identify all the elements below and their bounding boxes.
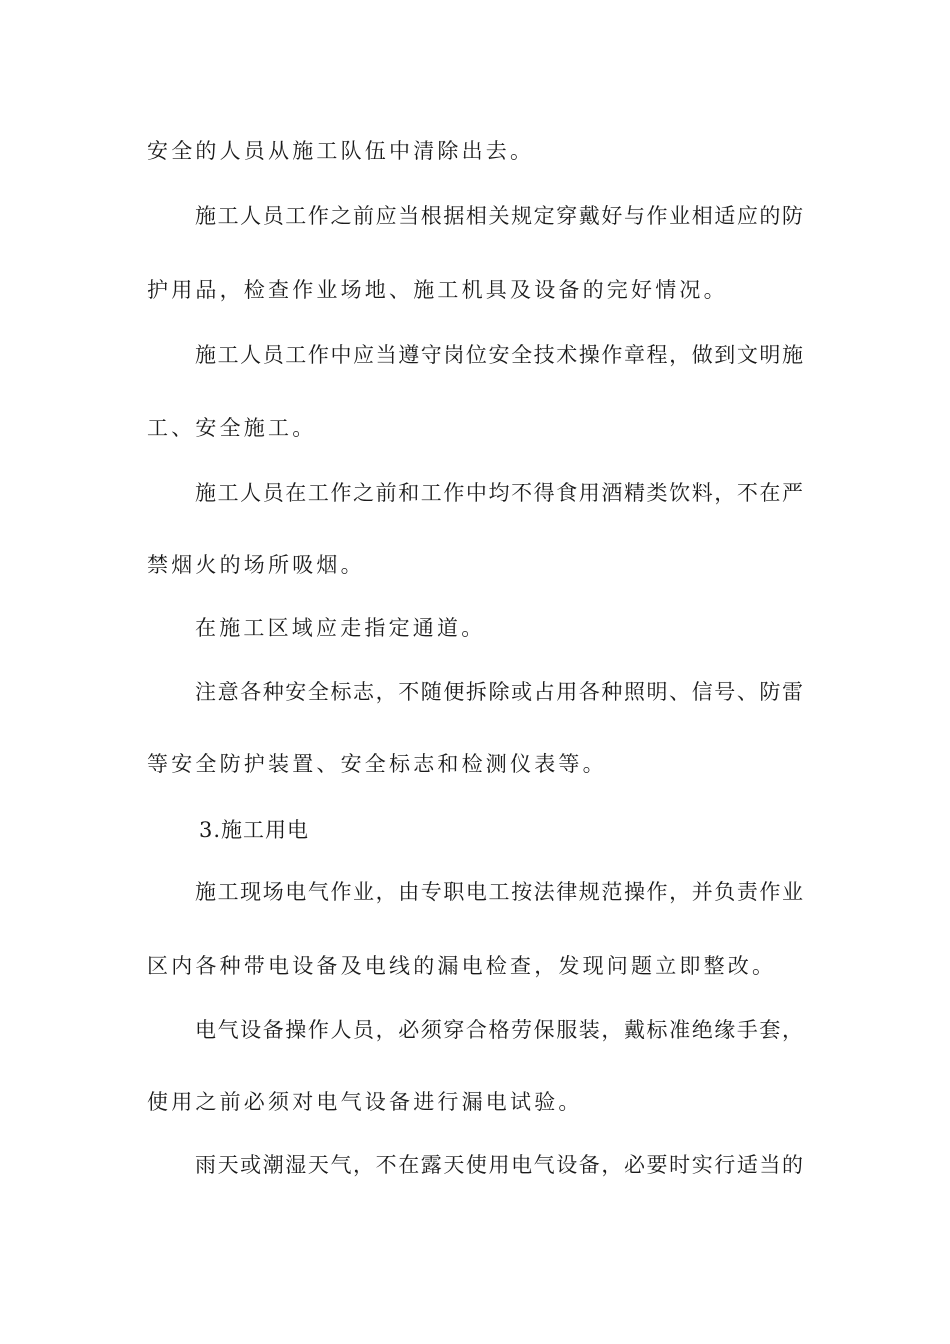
- paragraph-start: 施工人员在工作之前和工作中均不得食用酒精类饮料，不在严: [195, 481, 803, 505]
- paragraph-start: 施工现场电气作业，由专职电工按法律规范操作，并负责作业: [195, 880, 803, 904]
- text-line: 区内各种带电设备及电线的漏电检查，发现问题立即整改。: [147, 954, 777, 978]
- section-heading: 3.施工用电: [199, 818, 310, 842]
- paragraph-start: 注意各种安全标志，不随便拆除或占用各种照明、信号、防雷: [195, 680, 803, 704]
- paragraph-start: 雨天或潮湿天气，不在露天使用电气设备，必要时实行适当的: [195, 1153, 803, 1177]
- text-line: 等安全防护装置、安全标志和检测仪表等。: [147, 752, 607, 776]
- text-line: 工、安全施工。: [147, 416, 317, 440]
- paragraph-start: 施工人员工作中应当遵守岗位安全技术操作章程，做到文明施: [195, 343, 803, 367]
- text-line: 护用品，检查作业场地、施工机具及设备的完好情况。: [147, 278, 728, 302]
- text-line: 安全的人员从施工队伍中清除出去。: [147, 139, 535, 163]
- paragraph-start: 在施工区域应走指定通道。: [195, 616, 486, 640]
- paragraph-start: 施工人员工作之前应当根据相关规定穿戴好与作业相适应的防: [195, 204, 803, 228]
- text-line: 使用之前必须对电气设备进行漏电试验。: [147, 1090, 583, 1114]
- paragraph-start: 电气设备操作人员，必须穿合格劳保服装，戴标准绝缘手套，: [195, 1018, 803, 1042]
- text-line: 禁烟火的场所吸烟。: [147, 553, 365, 577]
